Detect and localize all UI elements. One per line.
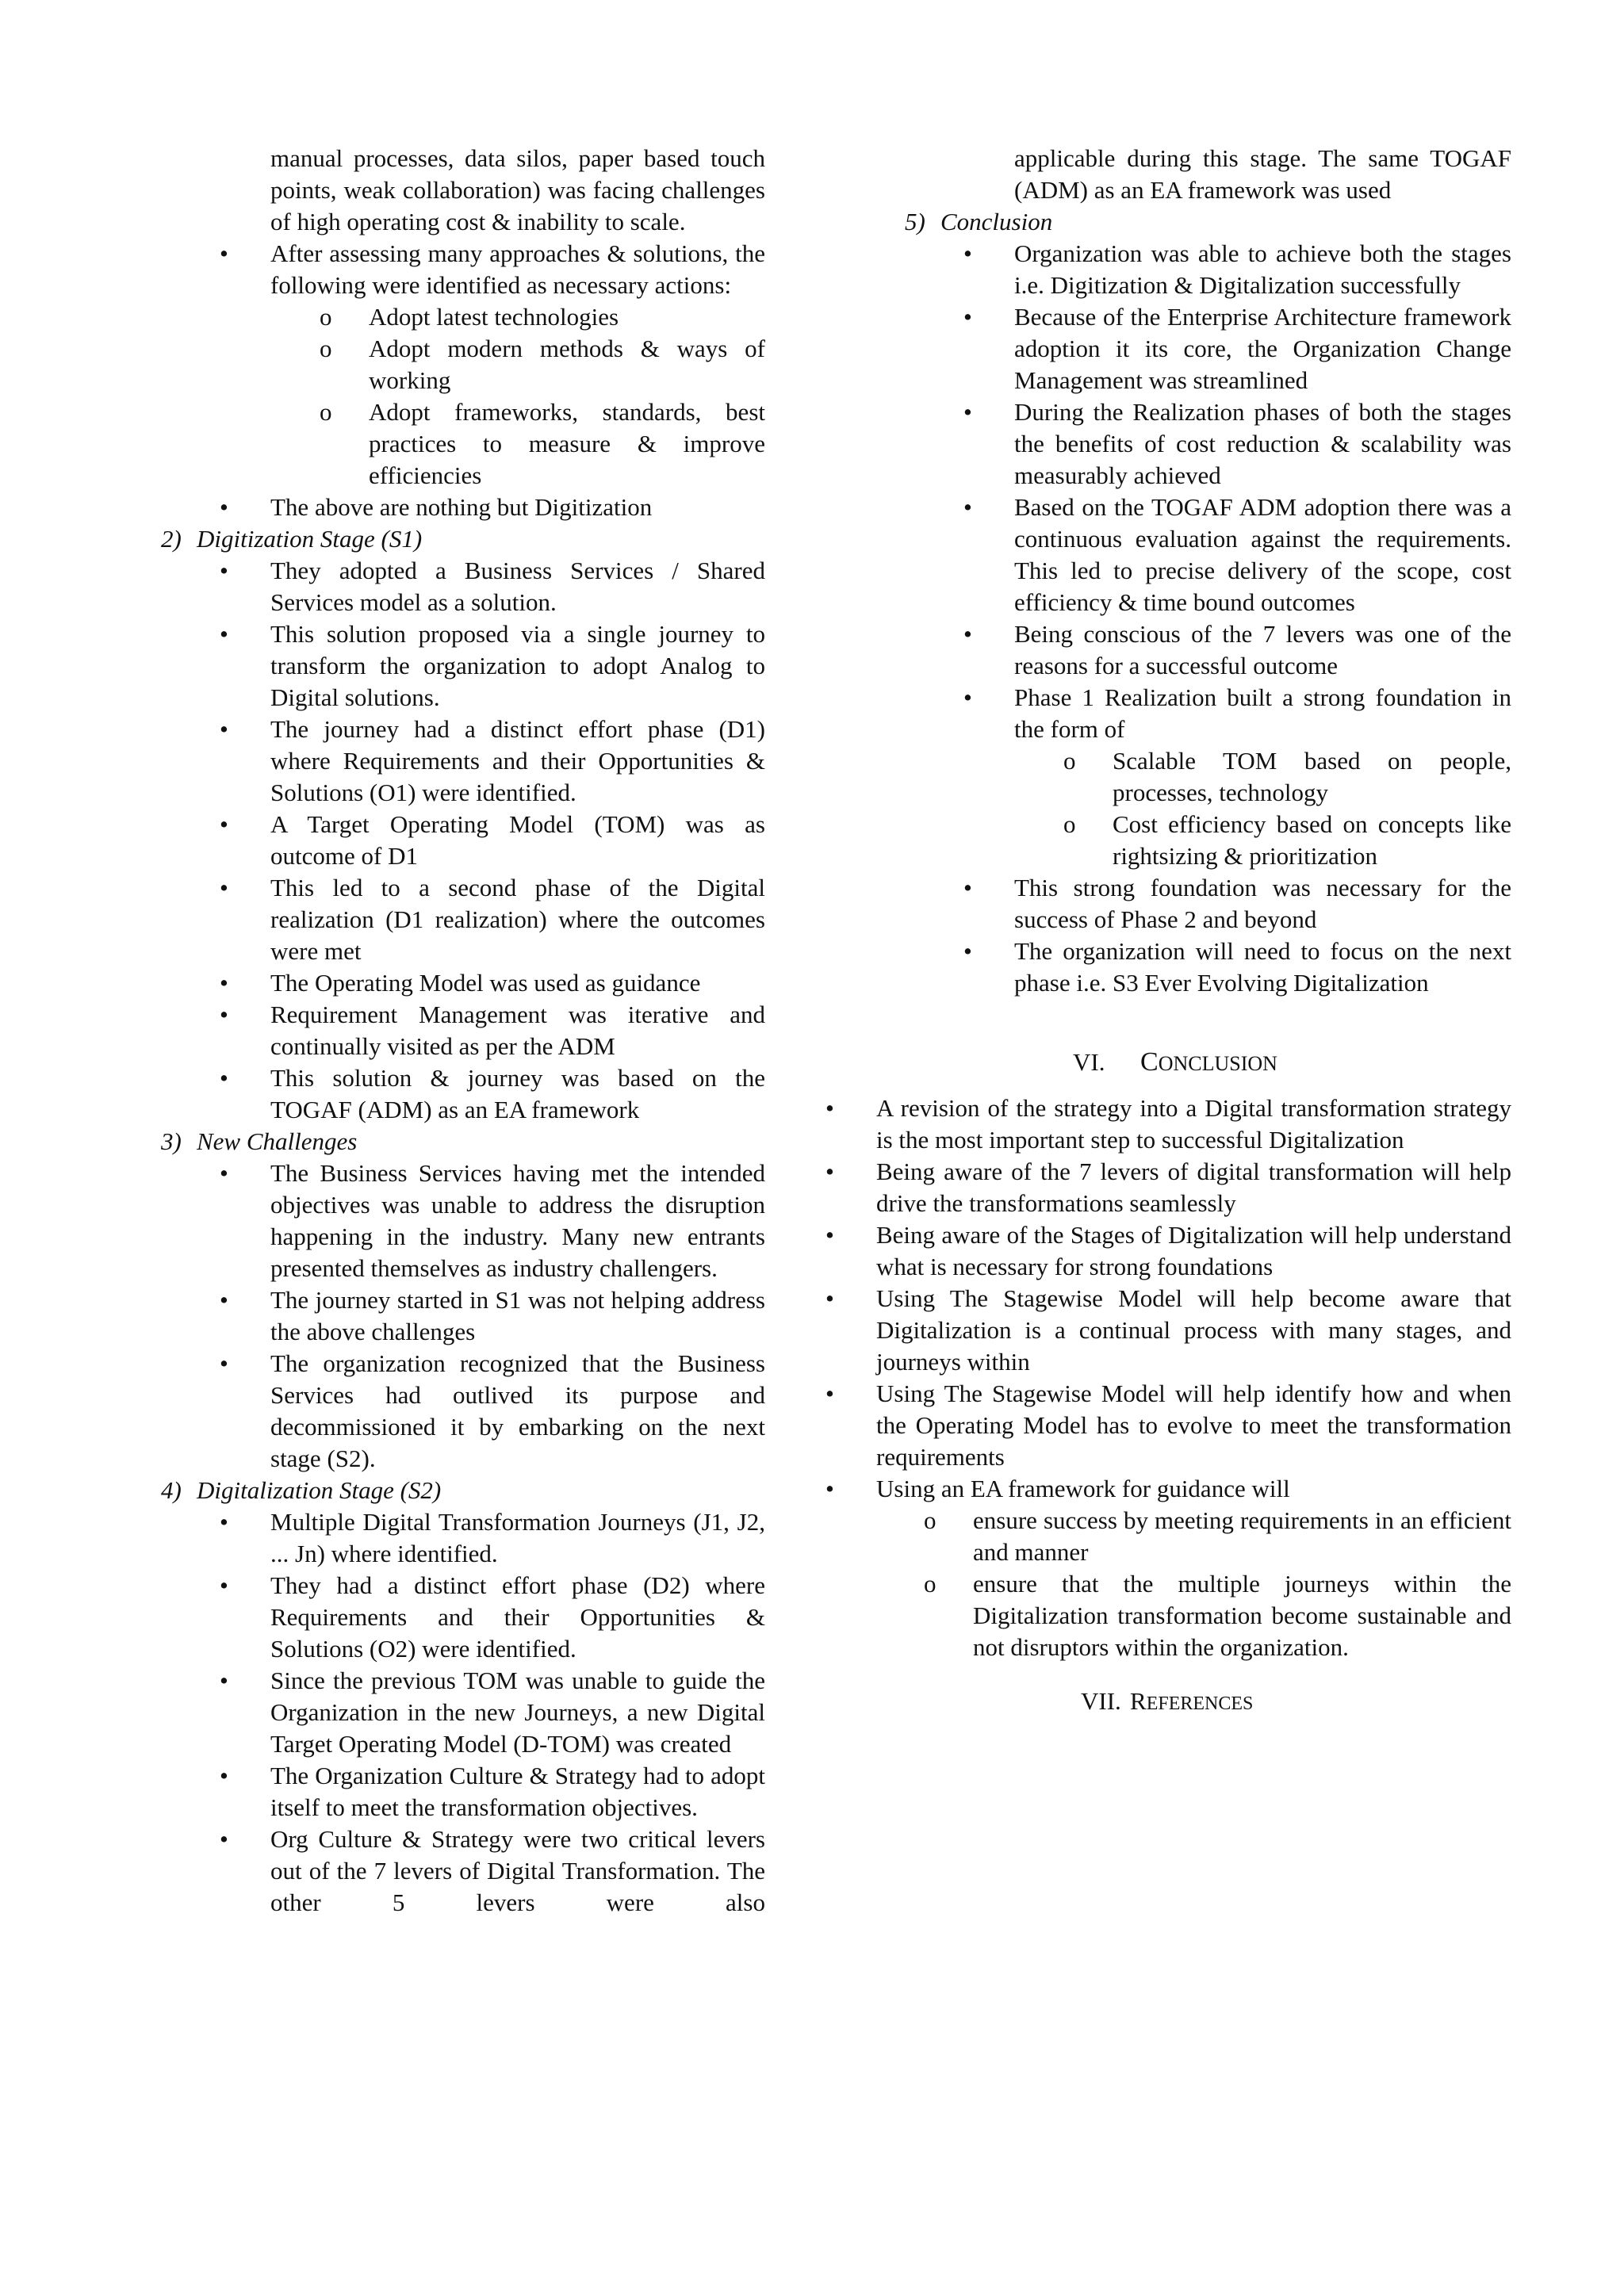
list-item <box>161 714 765 809</box>
list-item <box>905 396 1511 492</box>
sub-list-item-text: Adopt latest technologies <box>369 303 619 331</box>
list-item <box>814 1219 1511 1283</box>
bullet-glyph: • <box>220 1571 228 1599</box>
sub-bullet-glyph: o <box>320 398 332 426</box>
list-item <box>814 1283 1511 1378</box>
list-item <box>161 1570 765 1665</box>
list-item-text: They adopted a Business Services / Shared Services model as a solution. <box>270 557 765 616</box>
right-column <box>825 143 1511 1720</box>
list-item-text: Org Culture & Strategy were two critical levers out of the 7 levers of Digital Transformation. The other 5 levers were also <box>270 1825 765 1916</box>
list-item-text: The organization recognized that the Business Services had outlived its purpose and decommissioned it by embarking on the next stage (S2). <box>270 1349 765 1472</box>
list-item-text: The journey started in S1 was not helping address the above challenges <box>270 1286 765 1345</box>
list-item <box>161 872 765 967</box>
bullet-glyph: • <box>220 620 228 648</box>
section-numeral: VI. <box>1073 1048 1105 1076</box>
sub-list-item <box>161 396 765 492</box>
subsection-heading <box>161 1475 765 1506</box>
sub-bullet-glyph: o <box>1063 747 1076 775</box>
list-item-text: This led to a second phase of the Digital realization (D1 realization) where the outcomes were met <box>270 874 765 965</box>
bullet-glyph: • <box>220 1508 228 1536</box>
bullet-glyph: • <box>220 810 228 838</box>
sub-list-item <box>814 1505 1511 1568</box>
bullet-glyph: • <box>963 620 972 648</box>
list-item-text: Requirement Management was iterative and continually visited as per the ADM <box>270 1001 765 1060</box>
sub-list-item-text: Cost efficiency based on concepts like rightsizing & prioritization <box>1113 810 1511 870</box>
list-item-text: Because of the Enterprise Architecture framework adoption it its core, the Organization Change Management was streamlined <box>1014 303 1511 394</box>
sub-list-item-text: ensure that the multiple journeys within the Digitalization transformation become sustainable and not disruptors within the organization. <box>973 1570 1511 1661</box>
sub-list-item-text: ensure success by meeting requirements in an efficient and manner <box>973 1506 1511 1566</box>
subsection-heading <box>161 1126 765 1158</box>
list-item <box>814 1473 1511 1505</box>
left-column <box>161 143 765 1919</box>
list-item-text: This solution & journey was based on the TOGAF (ADM) as an EA framework <box>270 1064 765 1123</box>
bullet-glyph: • <box>220 1349 228 1377</box>
subsection-title: Digitization Stage (S1) <box>197 525 423 553</box>
list-item-text: Phase 1 Realization built a strong foundation in the form of <box>1014 683 1511 743</box>
bullet-glyph: • <box>963 239 972 267</box>
list-item <box>161 555 765 618</box>
sub-bullet-glyph: o <box>924 1506 936 1534</box>
sub-list-item-text: Adopt frameworks, standards, best practices to measure & improve efficiencies <box>369 398 765 489</box>
column-continuation: applicable during this stage. The same TOGAF (ADM) as an EA framework was used <box>1014 144 1511 204</box>
subsection-title: Digitalization Stage (S2) <box>197 1476 442 1504</box>
list-item-text: Based on the TOGAF ADM adoption there was a continuous evaluation against the requirements. This led to precise delivery of the scope, cost efficiency & time bound outcomes <box>1014 493 1511 616</box>
list-item-text: Using an EA framework for guidance will <box>876 1475 1290 1502</box>
list-item <box>161 1823 765 1919</box>
bullet-glyph: • <box>963 398 972 426</box>
bullet-glyph: • <box>220 1064 228 1092</box>
bullet-glyph: • <box>825 1221 834 1249</box>
list-item <box>814 1378 1511 1473</box>
list-item <box>905 301 1511 396</box>
sub-list-item <box>905 809 1511 872</box>
list-item-text: Being aware of the Stages of Digitalization will help understand what is necessary for strong foundations <box>876 1221 1511 1280</box>
subsection-heading <box>905 206 1511 238</box>
bullet-glyph: • <box>220 969 228 997</box>
list-item <box>161 999 765 1062</box>
section-numeral: VII. <box>1081 1687 1121 1715</box>
list-item <box>161 1062 765 1126</box>
bullet-glyph: • <box>963 937 972 965</box>
section-title-rest: ONCLUSION <box>1158 1052 1277 1075</box>
bullet-glyph: • <box>963 874 972 901</box>
subsection-title: New Challenges <box>197 1127 358 1155</box>
sub-list-item <box>161 333 765 396</box>
list-item <box>161 1665 765 1760</box>
subsection-number: 5) <box>905 208 925 235</box>
bullet-glyph: • <box>220 1762 228 1789</box>
bullet-glyph: • <box>825 1094 834 1122</box>
list-item-text: Organization was able to achieve both the stages i.e. Digitization & Digitalization successfully <box>1014 239 1511 299</box>
bullet-glyph: • <box>220 1667 228 1694</box>
bullet-glyph: • <box>825 1380 834 1407</box>
section-heading-references <box>905 1686 1511 1720</box>
bullet-glyph: • <box>963 493 972 521</box>
list-item <box>161 238 765 301</box>
intro-continuation: manual processes, data silos, paper based touch points, weak collaboration) was facing challenges of high operating cost & inability to scale. <box>270 144 765 235</box>
bullet-glyph: • <box>825 1284 834 1312</box>
list-item-text: During the Realization phases of both the stages the benefits of cost reduction & scalability was measurably achieved <box>1014 398 1511 489</box>
bullet-glyph: • <box>220 493 228 521</box>
list-item-text: A Target Operating Model (TOM) was as outcome of D1 <box>270 810 765 870</box>
list-item-text: This solution proposed via a single journey to transform the organization to adopt Analog to Digital solutions. <box>270 620 765 711</box>
list-item-text: Being conscious of the 7 levers was one of the reasons for a successful outcome <box>1014 620 1511 679</box>
list-item <box>161 967 765 999</box>
section-title-rest: EFERENCES <box>1146 1693 1254 1714</box>
sub-bullet-glyph: o <box>924 1570 936 1598</box>
bullet-glyph: • <box>963 683 972 711</box>
sub-list-item <box>161 301 765 333</box>
bullet-glyph: • <box>825 1158 834 1185</box>
subsection-title: Conclusion <box>940 208 1053 235</box>
sub-list-item <box>905 745 1511 809</box>
list-item-text: A revision of the strategy into a Digital transformation strategy is the most important step to successful Digitalization <box>876 1094 1511 1154</box>
sub-list-item-text: Adopt modern methods & ways of working <box>369 335 765 394</box>
list-item <box>905 238 1511 301</box>
section-heading-conclusion <box>905 1047 1511 1080</box>
subsection-number: 3) <box>161 1127 182 1155</box>
subsection-number: 4) <box>161 1476 182 1504</box>
list-item-text: Using The Stagewise Model will help identify how and when the Operating Model has to evolve to meet the transformation requirements <box>876 1380 1511 1471</box>
list-item <box>905 492 1511 618</box>
list-item-text: The Business Services having met the intended objectives was unable to address the disruption happening in the industry. Many new entrants presented themselves as industry challengers. <box>270 1159 765 1282</box>
sub-list-item-text: Scalable TOM based on people, processes, technology <box>1113 747 1511 806</box>
bullet-glyph: • <box>220 1286 228 1314</box>
list-item <box>161 618 765 714</box>
list-item-text: The Operating Model was used as guidance <box>270 969 701 997</box>
section-title-initial: R <box>1130 1687 1147 1715</box>
bullet-glyph: • <box>220 1825 228 1853</box>
list-item <box>161 1348 765 1475</box>
sub-list-item <box>814 1568 1511 1663</box>
list-item <box>905 872 1511 936</box>
bullet-glyph: • <box>825 1475 834 1502</box>
bullet-glyph: • <box>220 874 228 901</box>
list-item-text: Since the previous TOM was unable to guide the Organization in the new Journeys, a new Digital Target Operating Model (D-TOM) was created <box>270 1667 765 1758</box>
list-item-text: The Organization Culture & Strategy had to adopt itself to meet the transformation objectives. <box>270 1762 765 1821</box>
list-item <box>161 1158 765 1284</box>
sub-bullet-glyph: o <box>320 303 332 331</box>
conclusion-list <box>814 1093 1511 1663</box>
list-item <box>905 682 1511 745</box>
bullet-glyph: • <box>220 239 228 267</box>
list-item <box>161 1284 765 1348</box>
list-item <box>161 1506 765 1570</box>
section-title-initial: C <box>1140 1047 1159 1077</box>
list-item-text: The above are nothing but Digitization <box>270 493 653 521</box>
list-item-text: Being aware of the 7 levers of digital transformation will help drive the transformations seamlessly <box>876 1158 1511 1217</box>
list-item <box>161 809 765 872</box>
list-item <box>161 1760 765 1823</box>
list-item <box>161 492 765 523</box>
subsection-heading <box>161 523 765 555</box>
bullet-glyph: • <box>963 303 972 331</box>
list-item-text: Using The Stagewise Model will help become aware that Digitalization is a continual process with many stages, and journeys within <box>876 1284 1511 1376</box>
sub-bullet-glyph: o <box>320 335 332 362</box>
bullet-glyph: • <box>220 557 228 584</box>
subsection-number: 2) <box>161 525 182 553</box>
list-item-text: This strong foundation was necessary for the success of Phase 2 and beyond <box>1014 874 1511 933</box>
list-item-text: Multiple Digital Transformation Journeys (J1, J2, ... Jn) where identified. <box>270 1508 765 1567</box>
sub-bullet-glyph: o <box>1063 810 1076 838</box>
list-item-text: After assessing many approaches & solutions, the following were identified as necessary actions: <box>270 239 765 299</box>
list-item <box>814 1156 1511 1219</box>
list-item <box>905 936 1511 999</box>
bullet-glyph: • <box>220 715 228 743</box>
bullet-glyph: • <box>220 1159 228 1187</box>
list-item-text: The journey had a distinct effort phase (D1) where Requirements and their Opportunities & Solutions (O1) were identified. <box>270 715 765 806</box>
list-item <box>814 1093 1511 1156</box>
list-item-text: They had a distinct effort phase (D2) where Requirements and their Opportunities & Solutions (O2) were identified. <box>270 1571 765 1663</box>
bullet-glyph: • <box>220 1001 228 1028</box>
list-item <box>905 618 1511 682</box>
list-item-text: The organization will need to focus on the next phase i.e. S3 Ever Evolving Digitalization <box>1014 937 1511 997</box>
